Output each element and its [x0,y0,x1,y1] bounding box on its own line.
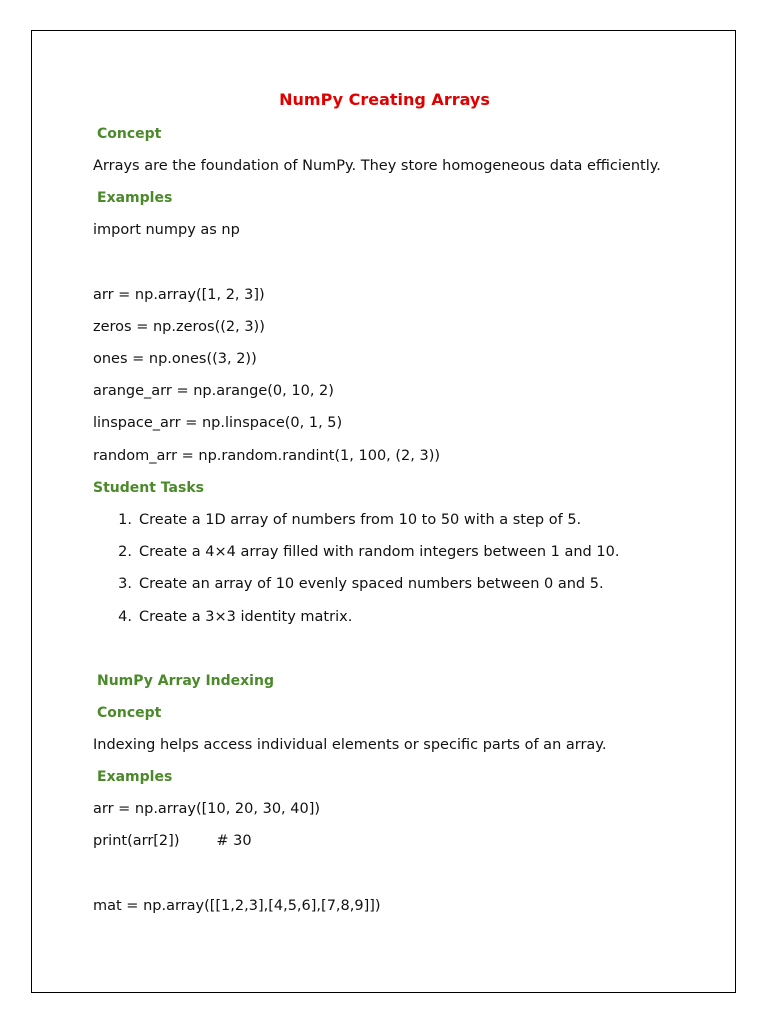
code-line: import numpy as np [93,222,240,238]
code-line: arange_arr = np.arange(0, 10, 2) [93,383,334,399]
examples-heading: Examples [97,190,173,206]
concept-heading: Concept [97,126,162,142]
task-number: 2. [118,544,132,560]
indexing-heading: NumPy Array Indexing [97,673,274,689]
task-number: 3. [118,576,132,592]
code-line: zeros = np.zeros((2, 3)) [93,319,265,335]
task-item: Create a 3×3 identity matrix. [139,609,353,625]
code-line: arr = np.array([10, 20, 30, 40]) [93,801,321,817]
student-tasks-heading: Student Tasks [93,480,204,496]
concept-text: Indexing helps access individual elements or specific parts of an array. [93,737,607,753]
code-line: mat = np.array([[1,2,3],[4,5,6],[7,8,9]]) [93,898,381,914]
code-line: linspace_arr = np.linspace(0, 1, 5) [93,415,343,431]
task-number: 4. [118,609,132,625]
code-line: ones = np.ones((3, 2)) [93,351,257,367]
code-line: random_arr = np.random.randint(1, 100, (2, 3)) [93,448,441,464]
code-line: arr = np.array([1, 2, 3]) [93,287,265,303]
concept-text: Arrays are the foundation of NumPy. They store homogeneous data efficiently. [93,158,661,174]
task-item: Create an array of 10 evenly spaced numbers between 0 and 5. [139,576,604,592]
document-page [31,30,736,993]
task-item: Create a 1D array of numbers from 10 to 50 with a step of 5. [139,512,582,528]
code-line: print(arr[2]) # 30 [93,833,252,849]
page-title: NumPy Creating Arrays [279,90,490,109]
examples-heading: Examples [97,769,173,785]
task-number: 1. [118,512,132,528]
task-item: Create a 4×4 array filled with random integers between 1 and 10. [139,544,620,560]
concept-heading: Concept [97,705,162,721]
